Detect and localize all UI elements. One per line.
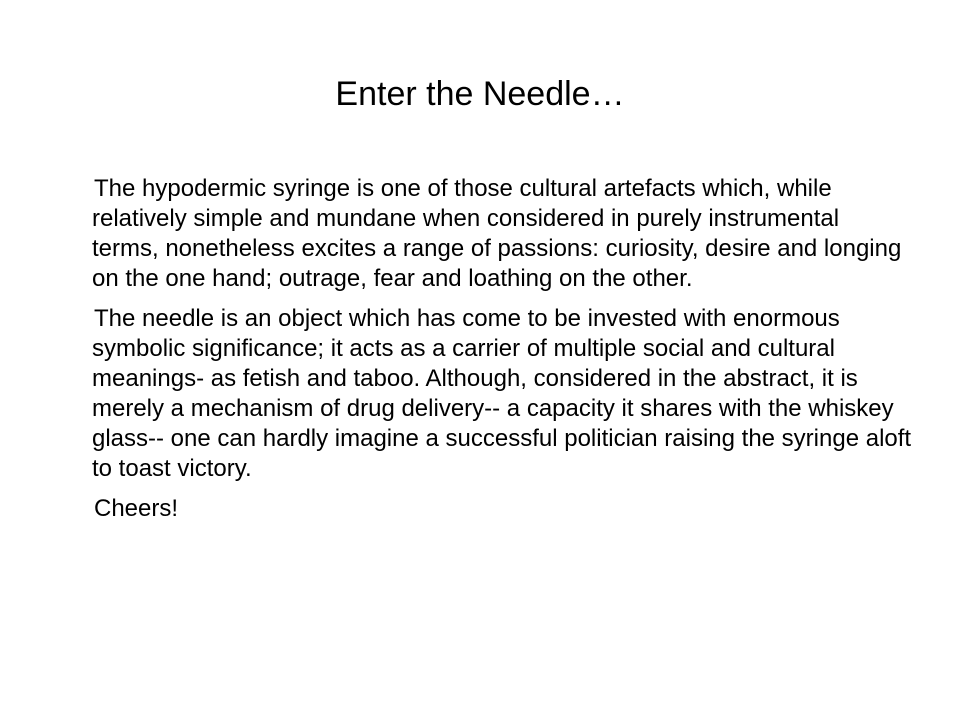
- paragraph-cheers: Cheers!: [94, 495, 179, 522]
- slide-body: [92, 174, 912, 534]
- paragraph-syringe-intro: The hypodermic syringe is one of those cultural artefacts which, while relatively simple and mundane when considered in purely instrumental terms, nonetheless excites a range of passions: curiosity, desire and longing on the one hand; outrage, fear and loathing on the other.: [92, 175, 902, 292]
- slide-title: Enter the Needle…: [335, 75, 625, 113]
- paragraph-needle-symbolism: The needle is an object which has come to be invested with enormous symbolic significance; it acts as a carrier of multiple social and cultural meanings- as fetish and taboo. Although, considered in the abstract, it is merely a mechanism of drug delivery-- a capacity it shares with the whiskey glass-- one can hardly imagine a successful politician raising the syringe aloft to toast victory.: [92, 305, 912, 482]
